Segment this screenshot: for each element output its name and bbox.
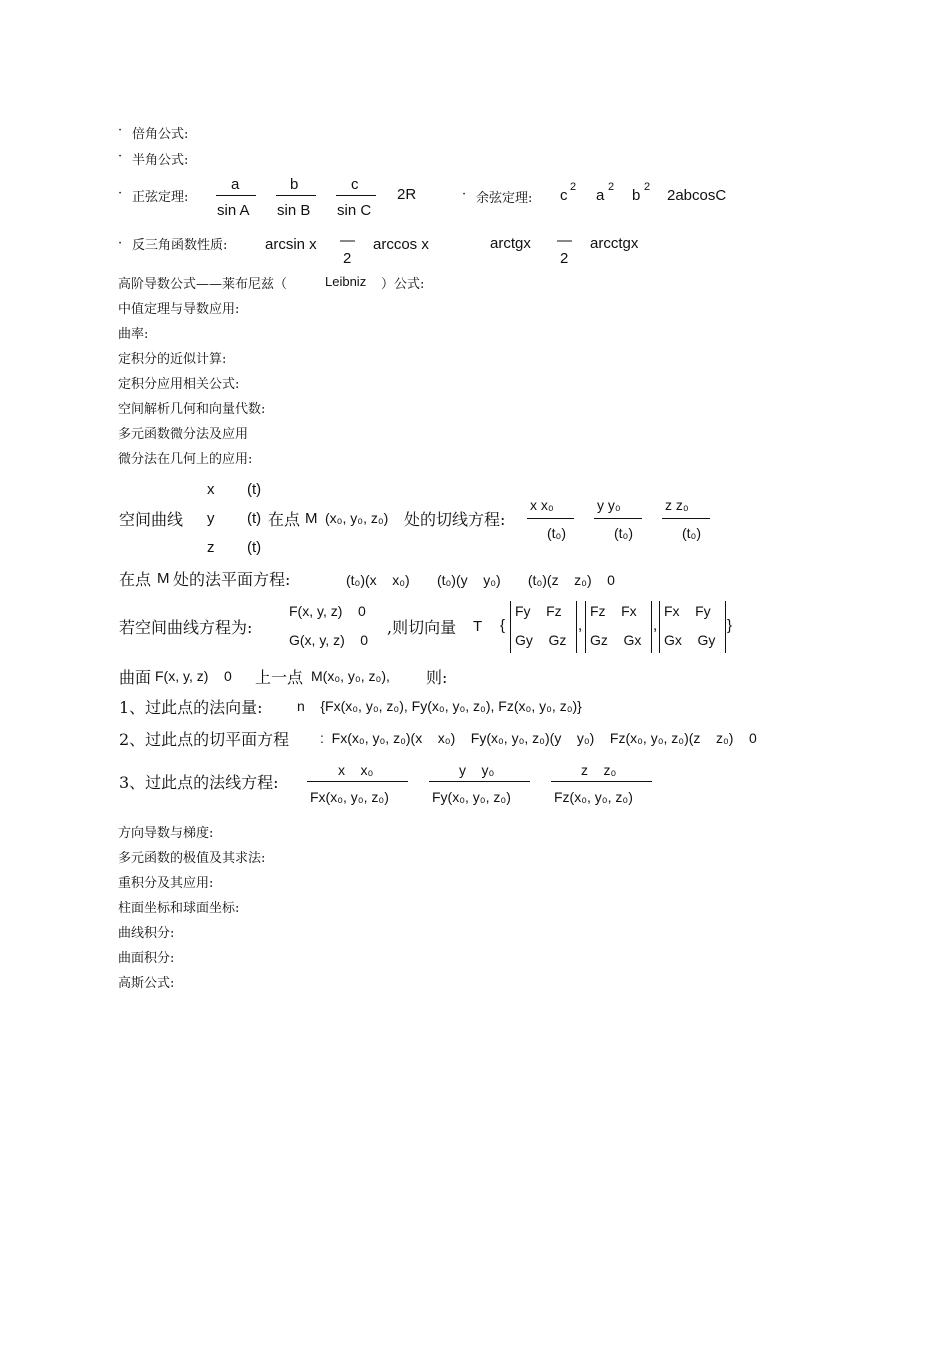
heading-half-angle: 半角公式: (132, 153, 189, 168)
leibniz-name: Leibniz (325, 274, 367, 289)
tangent-plane-equation: : Fx(x₀, y₀, z₀)(x x₀) Fy(x₀, y₀, z₀)(y y₀) Fz(x₀, y₀, z₀)(z z₀) 0 (320, 730, 757, 746)
item2-label: 2、过此点的切平面方程 (119, 730, 290, 749)
heading-diff-geometry: 微分法在几何上的应用: (118, 452, 253, 467)
param-y: y (207, 510, 215, 527)
sine-num-a: a (231, 176, 240, 193)
normal-line-num-y: y y₀ (459, 762, 495, 778)
arctg: arctgx (490, 235, 531, 252)
heading-leibniz: 高阶导数公式——莱布尼兹（ (118, 277, 288, 292)
arccos: arccos x (373, 236, 429, 253)
heading-cylindrical-spherical: 柱面坐标和球面坐标: (118, 901, 240, 916)
param-t: (t) (247, 510, 262, 527)
pi-bar: — (557, 232, 572, 249)
pi-bar: — (340, 232, 355, 249)
pi-den: 2 (343, 250, 352, 267)
det3-bottom: Gx Gy (664, 632, 716, 648)
point-M: M (305, 510, 318, 527)
det3-top: Fx Fy (664, 603, 711, 619)
fraction-bar (551, 781, 652, 782)
surface-equation: F(x, y, z) 0 (155, 668, 232, 684)
param-x: x (207, 481, 215, 498)
det-comma: , (578, 617, 583, 634)
heading-space-geometry: 空间解析几何和向量代数: (118, 402, 266, 417)
fraction-bar (594, 518, 642, 519)
heading-curvature: 曲率: (118, 327, 149, 342)
bullet: · (118, 236, 123, 251)
det-bar (651, 601, 652, 653)
tangent-num-y: y y₀ (597, 497, 621, 513)
left-brace: { (500, 617, 506, 634)
item1-label: 1、过此点的法向量: (119, 698, 263, 717)
heading-inverse-trig: 反三角函数性质: (132, 238, 228, 253)
arcctg: arcctgx (590, 235, 639, 252)
fraction-bar (216, 195, 256, 196)
tangent-num-z: z z₀ (665, 497, 689, 513)
at-point-text: 在点 (268, 510, 301, 529)
cos-sup: 2 (570, 181, 577, 193)
surface-label: 曲面 (119, 668, 152, 687)
implicit-G: G(x, y, z) 0 (289, 632, 369, 648)
normal-line-den-x: Fx(x₀, y₀, z₀) (310, 789, 389, 805)
normal-plane-equation: (t₀)(x x₀) (t₀)(y y₀) (t₀)(z z₀) 0 (346, 572, 615, 588)
heading-multiple-integral: 重积分及其应用: (118, 876, 214, 891)
cos-b: b (632, 187, 641, 204)
heading-approx: 定积分的近似计算: (118, 352, 227, 367)
tangent-vector-label: ,则切向量 (387, 618, 457, 637)
space-curve-label: 空间曲线 (119, 510, 184, 529)
sine-den-a: sin A (217, 202, 250, 219)
implicit-F: F(x, y, z) 0 (289, 603, 366, 619)
cos-sup: 2 (608, 181, 615, 193)
right-brace: } (727, 617, 733, 634)
heading-def-integral: 定积分应用相关公式: (118, 377, 240, 392)
heading-gauss: 高斯公式: (118, 976, 175, 991)
det-bar (659, 601, 660, 653)
fraction-bar (336, 195, 376, 196)
tangent-num-x: x x₀ (530, 497, 554, 513)
det1-bottom: Gy Gz (515, 632, 567, 648)
heading-extrema: 多元函数的极值及其求法: (118, 851, 266, 866)
tangent-den: (t₀) (614, 525, 634, 541)
sine-den-c: sin C (337, 202, 372, 219)
cos-c: c (560, 187, 568, 204)
arcsin: arcsin x (265, 236, 317, 253)
surface-on-point: 上一点 (255, 668, 304, 687)
cos-tail: 2abcosC (667, 187, 727, 204)
det2-bottom: Gz Gx (590, 632, 642, 648)
implicit-curve-label: 若空间曲线方程为: (119, 618, 253, 637)
normal-line-num-z: z z₀ (581, 762, 617, 778)
tangent-eq-label: 处的切线方程: (404, 510, 506, 529)
surface-point: M(x₀, y₀, z₀), (311, 668, 390, 684)
normal-plane-label: 处的法平面方程: (173, 570, 291, 589)
tangent-vector-T: T (473, 618, 483, 635)
sine-num-b: b (290, 176, 299, 193)
normal-plane-at: 在点 (119, 570, 152, 589)
heading-directional-derivative: 方向导数与梯度: (118, 826, 214, 841)
det2-top: Fz Fx (590, 603, 637, 619)
bullet: · (462, 187, 467, 202)
cos-sup: 2 (644, 181, 651, 193)
normal-vector-equation: n {Fx(x₀, y₀, z₀), Fy(x₀, y₀, z₀), Fz(x₀, y₀, z₀)} (297, 698, 582, 714)
bullet: · (118, 123, 123, 138)
bullet: · (118, 186, 123, 201)
tangent-den: (t₀) (547, 525, 567, 541)
fraction-bar (527, 518, 574, 519)
normal-plane-M: M (157, 570, 170, 587)
sine-den-b: sin B (277, 202, 311, 219)
normal-line-num-x: x x₀ (338, 762, 374, 778)
pi-den: 2 (560, 250, 569, 267)
fraction-bar (276, 195, 316, 196)
det-bar (585, 601, 586, 653)
param-z: z (207, 539, 215, 556)
param-t: (t) (247, 481, 262, 498)
sine-2R: 2R (397, 186, 417, 203)
heading-double-angle: 倍角公式: (132, 127, 189, 142)
normal-line-den-y: Fy(x₀, y₀, z₀) (432, 789, 511, 805)
surface-then: 则: (426, 668, 448, 687)
bullet: · (118, 149, 123, 164)
heading-leibniz-tail: ）公式: (381, 277, 425, 292)
normal-line-den-z: Fz(x₀, y₀, z₀) (554, 789, 633, 805)
fraction-bar (662, 518, 710, 519)
cos-a: a (596, 187, 605, 204)
fraction-bar (429, 781, 530, 782)
det-bar (510, 601, 511, 653)
sine-num-c: c (351, 176, 359, 193)
tangent-den: (t₀) (682, 525, 702, 541)
det-bar (576, 601, 577, 653)
det-bar (725, 601, 726, 653)
item3-label: 3、过此点的法线方程: (119, 773, 279, 792)
det-comma: , (653, 617, 658, 634)
heading-line-integral: 曲线积分: (118, 926, 175, 941)
point-coords: (x₀, y₀, z₀) (325, 510, 389, 526)
heading-surface-integral: 曲面积分: (118, 951, 175, 966)
heading-cos-law: 余弦定理: (476, 191, 533, 206)
heading-multi-diff: 多元函数微分法及应用 (118, 427, 249, 442)
det1-top: Fy Fz (515, 603, 562, 619)
heading-sine-law: 正弦定理: (132, 190, 189, 205)
heading-mean-value: 中值定理与导数应用: (118, 302, 240, 317)
param-t: (t) (247, 539, 262, 556)
fraction-bar (307, 781, 408, 782)
